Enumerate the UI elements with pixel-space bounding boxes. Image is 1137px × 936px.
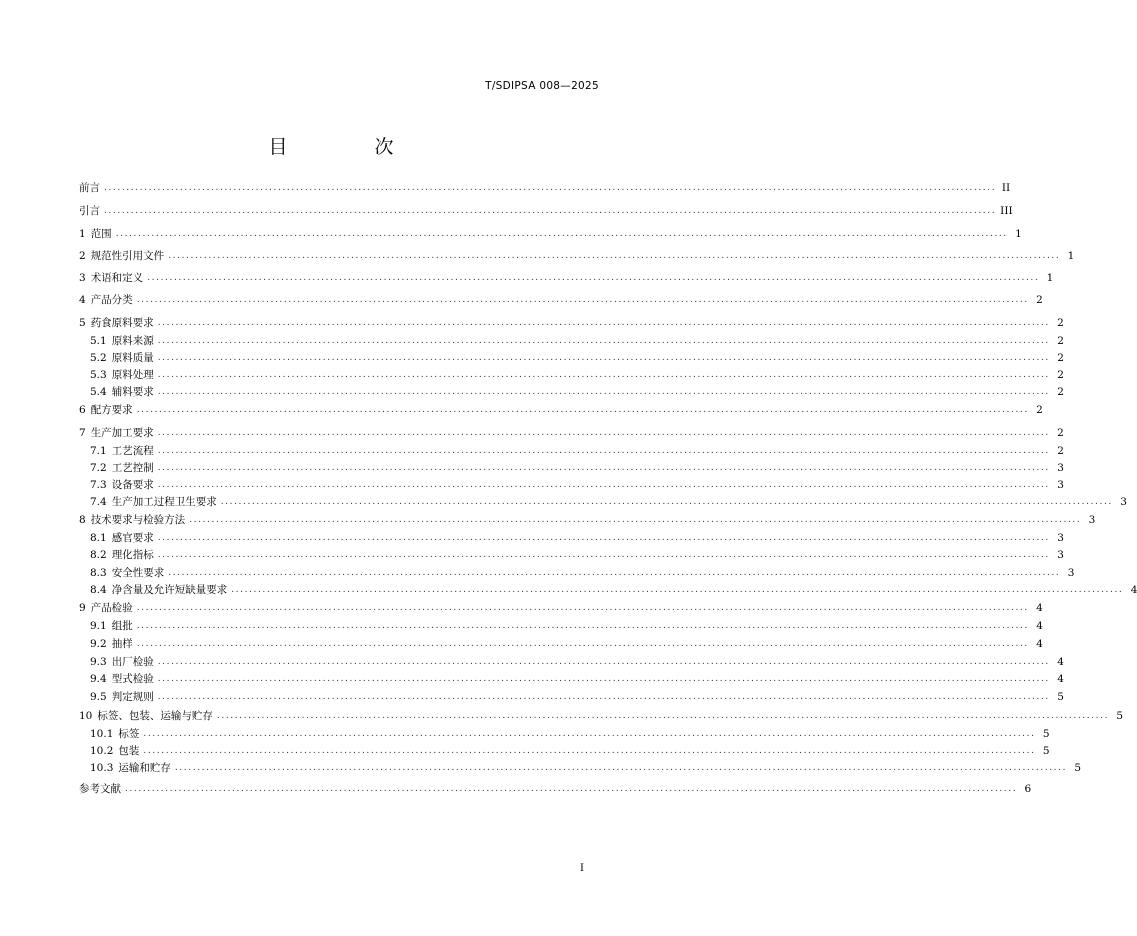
toc-entry-label: 组批 bbox=[111, 620, 133, 632]
toc-entry-page: 5 bbox=[1116, 710, 1124, 722]
toc-leader-dots: ........................................................................................................................................................................................................ bbox=[157, 387, 1050, 397]
toc-entry-page: 3 bbox=[1120, 496, 1127, 508]
toc-leader-dots: ........................................................................................................................................................................................................ bbox=[157, 446, 1050, 456]
toc-leader-dots: ........................................................................................................................................................................................................ bbox=[104, 206, 997, 216]
toc-entry-number: 9.4 bbox=[90, 673, 107, 685]
toc-entry-page: 6 bbox=[1024, 783, 1032, 795]
toc-entry-page: 5 bbox=[1057, 691, 1064, 703]
toc-entry-page: 3 bbox=[1088, 514, 1096, 526]
toc-entry-number: 4 bbox=[79, 294, 86, 306]
toc-leader-dots: ........................................................................................................................................................................................................ bbox=[115, 229, 1008, 239]
toc-entry-number: 8.1 bbox=[90, 532, 107, 544]
toc-entry-page: 2 bbox=[1057, 386, 1064, 398]
toc-leader-dots: ........................................................................................................................................................................................................ bbox=[189, 515, 1082, 525]
toc-entry-label: 生产加工过程卫生要求 bbox=[111, 496, 217, 508]
standard-code: T/SDIPSA 008—2025 bbox=[485, 80, 599, 92]
toc-leader-dots: ........................................................................................................................................................................................................ bbox=[231, 585, 1124, 595]
toc-entry-label: 理化指标 bbox=[111, 549, 154, 561]
toc-entry[interactable] bbox=[90, 443, 1064, 460]
toc-entry[interactable] bbox=[90, 565, 1075, 582]
toc-entry-label: 辅料要求 bbox=[111, 386, 154, 398]
toc-entry-number: 9 bbox=[79, 602, 86, 614]
toc-entry-number: 5.4 bbox=[90, 386, 107, 398]
toc-entry-page: 2 bbox=[1036, 294, 1043, 306]
toc-leader-dots: ........................................................................................................................................................................................................ bbox=[125, 784, 1018, 794]
toc-entry-number: 1 bbox=[79, 228, 86, 240]
toc-entry[interactable] bbox=[79, 425, 1064, 442]
toc-entry-page: 2 bbox=[1057, 317, 1064, 329]
toc-entry[interactable] bbox=[90, 743, 1050, 760]
toc-leader-dots: ........................................................................................................................................................................................................ bbox=[143, 729, 1036, 739]
toc-leader-dots: ........................................................................................................................................................................................................ bbox=[157, 463, 1050, 473]
toc-entry-label: 范围 bbox=[90, 228, 112, 240]
toc-entry-number: 9.3 bbox=[90, 656, 107, 668]
toc-entry[interactable] bbox=[90, 547, 1064, 564]
toc-leader-dots: ........................................................................................................................................................................................................ bbox=[136, 295, 1029, 305]
toc-leader-dots: ........................................................................................................................................................................................................ bbox=[157, 657, 1050, 667]
toc-leader-dots: ........................................................................................................................................................................................................ bbox=[136, 639, 1029, 649]
toc-leader-dots: ........................................................................................................................................................................................................ bbox=[157, 370, 1050, 380]
toc-entry-page: 3 bbox=[1067, 567, 1075, 579]
toc-entry-number: 5.3 bbox=[90, 369, 107, 381]
toc-entry-number: 3 bbox=[79, 272, 86, 284]
toc-entry[interactable] bbox=[79, 315, 1064, 332]
toc-entry[interactable] bbox=[79, 600, 1043, 617]
toc-entry-label: 抽样 bbox=[111, 638, 133, 650]
toc-entry-number: 7.3 bbox=[90, 479, 107, 491]
toc-entry-number: 6 bbox=[79, 404, 86, 416]
toc-leader-dots: ........................................................................................................................................................................................................ bbox=[157, 336, 1050, 346]
toc-entry-number: 5.1 bbox=[90, 335, 107, 347]
toc-entry[interactable] bbox=[79, 180, 1011, 197]
toc-entry[interactable] bbox=[79, 781, 1032, 798]
toc-leader-dots: ........................................................................................................................................................................................................ bbox=[157, 428, 1050, 438]
toc-entry-label: 规范性引用文件 bbox=[90, 250, 165, 262]
page-number: I bbox=[580, 863, 584, 874]
toc-entry-label: 设备要求 bbox=[111, 479, 154, 491]
toc-entry-number: 8.4 bbox=[90, 584, 107, 596]
toc-entry-number: 8.3 bbox=[90, 567, 107, 579]
toc-entry[interactable] bbox=[90, 689, 1064, 706]
toc-entry-label: 原料处理 bbox=[111, 369, 154, 381]
toc-entry-label: 参考文献 bbox=[79, 783, 121, 795]
toc-entry-page: 3 bbox=[1057, 479, 1064, 491]
toc-entry-label: 产品检验 bbox=[90, 602, 133, 614]
toc-entry-label: 运输和贮存 bbox=[118, 762, 171, 774]
toc-entry-number: 5.2 bbox=[90, 352, 107, 364]
toc-entry[interactable] bbox=[90, 654, 1064, 671]
toc-entry[interactable] bbox=[79, 402, 1043, 419]
toc-leader-dots: ........................................................................................................................................................................................................ bbox=[157, 533, 1050, 543]
page-title: 目 次 bbox=[268, 136, 428, 158]
toc-entry-label: 标签、包装、运输与贮存 bbox=[97, 710, 213, 722]
toc-entry-label: 技术要求与检验方法 bbox=[90, 514, 186, 526]
toc-entry-number: 9.1 bbox=[90, 620, 107, 632]
toc-entry-page: 2 bbox=[1057, 369, 1064, 381]
toc-entry-page: 3 bbox=[1057, 532, 1064, 544]
toc-entry-number: 10.2 bbox=[90, 745, 114, 757]
toc-entry-page: 5 bbox=[1042, 745, 1050, 757]
toc-entry-page: 4 bbox=[1036, 638, 1043, 650]
toc-entry[interactable] bbox=[90, 760, 1082, 777]
toc-entry-label: 前言 bbox=[79, 182, 100, 194]
toc-entry-page: 2 bbox=[1057, 445, 1064, 457]
toc-entry[interactable] bbox=[79, 270, 1054, 287]
toc-entry[interactable] bbox=[90, 636, 1043, 653]
toc-entry-label: 判定规则 bbox=[111, 691, 154, 703]
toc-entry-label: 净含量及允许短缺量要求 bbox=[111, 584, 228, 596]
toc-entry-label: 原料质量 bbox=[111, 352, 154, 364]
toc-entry-page: 1 bbox=[1067, 250, 1075, 262]
toc-entry-label: 包装 bbox=[118, 745, 140, 757]
toc-entry-page: 2 bbox=[1057, 427, 1064, 439]
toc-entry[interactable] bbox=[79, 203, 1013, 220]
toc-entry-page: 2 bbox=[1057, 335, 1064, 347]
toc-entry[interactable] bbox=[90, 530, 1064, 547]
toc-entry[interactable] bbox=[90, 350, 1064, 367]
toc-entry-page: 5 bbox=[1074, 762, 1082, 774]
toc-entry-page: 2 bbox=[1036, 404, 1043, 416]
toc-entry-label: 出厂检验 bbox=[111, 656, 154, 668]
toc-entry-label: 生产加工要求 bbox=[90, 427, 154, 439]
toc-leader-dots: ........................................................................................................................................................................................................ bbox=[216, 711, 1110, 721]
toc-entry-number: 5 bbox=[79, 317, 86, 329]
toc-leader-dots: ........................................................................................................................................................................................................ bbox=[157, 692, 1050, 702]
toc-entry[interactable] bbox=[90, 494, 1127, 511]
toc-entry[interactable] bbox=[90, 582, 1137, 599]
toc-entry-label: 感官要求 bbox=[111, 532, 154, 544]
toc-entry-number: 2 bbox=[79, 250, 86, 262]
toc-entry-page: 5 bbox=[1042, 728, 1050, 740]
toc-entry-page: 4 bbox=[1130, 584, 1137, 596]
toc-entry[interactable] bbox=[90, 726, 1050, 743]
toc-leader-dots: ........................................................................................................................................................................................................ bbox=[136, 621, 1029, 631]
toc-entry-page: 4 bbox=[1057, 673, 1064, 685]
toc-entry-number: 9.5 bbox=[90, 691, 107, 703]
toc-entry-label: 型式检验 bbox=[111, 673, 154, 685]
toc-entry-number: 8.2 bbox=[90, 549, 107, 561]
toc-leader-dots: ........................................................................................................................................................................................................ bbox=[168, 251, 1061, 261]
toc-entry-label: 产品分类 bbox=[90, 294, 133, 306]
toc-entry[interactable] bbox=[90, 671, 1064, 688]
toc-entry-number: 9.2 bbox=[90, 638, 107, 650]
toc-entry[interactable] bbox=[90, 384, 1064, 401]
toc-entry[interactable] bbox=[90, 460, 1064, 477]
toc-entry-page: 4 bbox=[1036, 602, 1043, 614]
toc-entry[interactable] bbox=[90, 477, 1064, 494]
toc-entry-page: II bbox=[1001, 182, 1011, 194]
toc-entry-number: 7 bbox=[79, 427, 86, 439]
toc-entry[interactable] bbox=[79, 292, 1043, 309]
toc-entry-page: 4 bbox=[1057, 656, 1064, 668]
toc-entry[interactable] bbox=[90, 333, 1064, 350]
toc-entry-label: 工艺控制 bbox=[111, 462, 154, 474]
toc-leader-dots: ........................................................................................................................................................................................................ bbox=[157, 550, 1050, 560]
toc-leader-dots: ........................................................................................................................................................................................................ bbox=[174, 763, 1068, 773]
toc-entry-page: III bbox=[1000, 205, 1013, 217]
toc-entry-label: 配方要求 bbox=[90, 404, 133, 416]
toc-entry[interactable] bbox=[79, 708, 1124, 725]
toc-entry-label: 标签 bbox=[118, 728, 140, 740]
toc-entry-number: 10.3 bbox=[90, 762, 114, 774]
toc-entry-page: 1 bbox=[1015, 228, 1022, 240]
toc-leader-dots: ........................................................................................................................................................................................................ bbox=[143, 746, 1036, 756]
toc-entry-label: 工艺流程 bbox=[111, 445, 154, 457]
toc-entry[interactable] bbox=[79, 248, 1075, 265]
toc-leader-dots: ........................................................................................................................................................................................................ bbox=[220, 497, 1113, 507]
toc-entry-number: 7.4 bbox=[90, 496, 107, 508]
toc-entry-label: 引言 bbox=[79, 205, 100, 217]
toc-entry-page: 3 bbox=[1057, 549, 1064, 561]
toc-entry-label: 药食原料要求 bbox=[90, 317, 154, 329]
toc-entry-number: 8 bbox=[79, 514, 86, 526]
toc-leader-dots: ........................................................................................................................................................................................................ bbox=[168, 568, 1061, 578]
toc-entry[interactable] bbox=[79, 512, 1096, 529]
toc-entry[interactable] bbox=[90, 367, 1064, 384]
toc-leader-dots: ........................................................................................................................................................................................................ bbox=[104, 183, 997, 193]
toc-entry-page: 1 bbox=[1046, 272, 1054, 284]
toc-leader-dots: ........................................................................................................................................................................................................ bbox=[147, 273, 1040, 283]
toc-entry-number: 10 bbox=[79, 710, 93, 722]
toc-entry[interactable] bbox=[90, 618, 1043, 635]
toc-entry-label: 安全性要求 bbox=[111, 567, 165, 579]
toc-entry-label: 原料来源 bbox=[111, 335, 154, 347]
toc-leader-dots: ........................................................................................................................................................................................................ bbox=[157, 480, 1050, 490]
toc-leader-dots: ........................................................................................................................................................................................................ bbox=[157, 318, 1050, 328]
toc-entry-page: 3 bbox=[1057, 462, 1064, 474]
toc-entry-page: 2 bbox=[1057, 352, 1064, 364]
toc-entry[interactable] bbox=[79, 226, 1022, 243]
toc-entry-page: 4 bbox=[1036, 620, 1043, 632]
toc-leader-dots: ........................................................................................................................................................................................................ bbox=[136, 603, 1029, 613]
toc-leader-dots: ........................................................................................................................................................................................................ bbox=[136, 405, 1029, 415]
toc-leader-dots: ........................................................................................................................................................................................................ bbox=[157, 674, 1050, 684]
toc-leader-dots: ........................................................................................................................................................................................................ bbox=[157, 353, 1050, 363]
toc-entry-number: 7.1 bbox=[90, 445, 107, 457]
toc-entry-number: 10.1 bbox=[90, 728, 114, 740]
toc-entry-number: 7.2 bbox=[90, 462, 107, 474]
toc-entry-label: 术语和定义 bbox=[90, 272, 144, 284]
